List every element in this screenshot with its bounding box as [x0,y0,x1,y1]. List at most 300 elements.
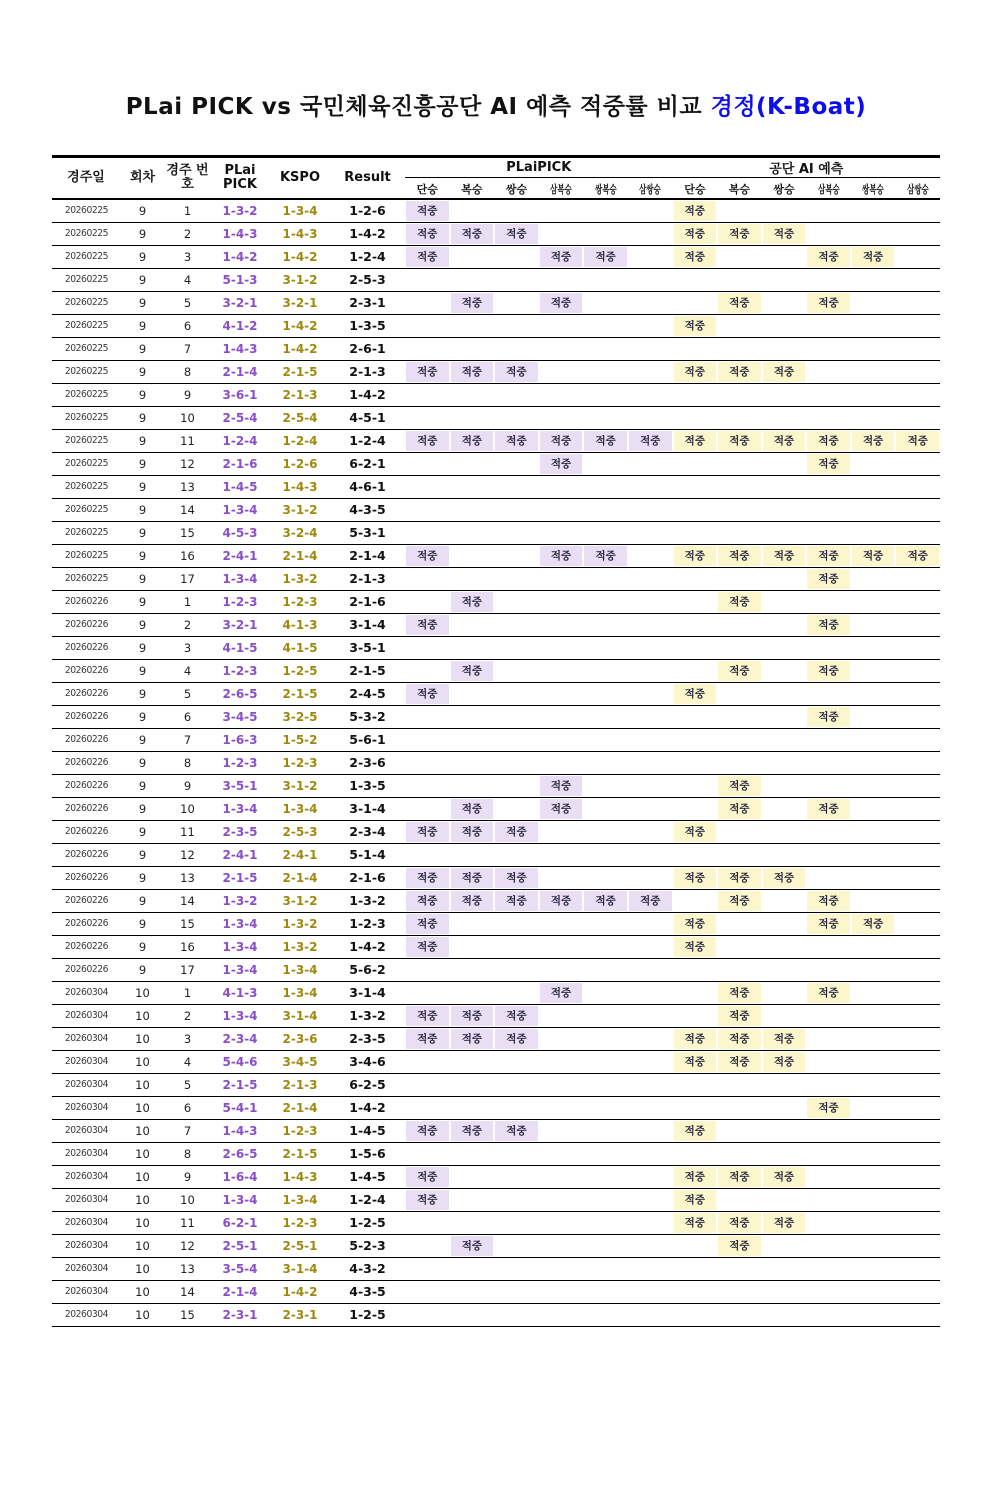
kspo-hit-cell-쌍복승 [851,199,896,223]
kspo-hit-cell-쌍복승 [851,1257,896,1280]
race-no-cell: 4 [183,663,192,678]
plai-hit-cell-삼쌍승 [628,1234,673,1257]
table-row [52,935,940,958]
plai-hit-cell-쌍복승 [583,567,628,590]
plai-hit-cell-복승 [450,590,495,613]
race-no-cell: 11 [180,1215,195,1230]
hit-badge: 적중 [406,891,449,911]
plai-pick-cell: 1-4-3 [222,226,258,241]
plai-hit-cell-단승 [405,774,450,797]
plai-hit-cell-복승 [450,820,495,843]
kspo-hit-cell-삼복승 [806,1142,851,1165]
kspo-hit-cell-복승 [717,360,762,383]
plai-pick-cell: 2-4-1 [222,847,258,862]
kspo-hit-cell-쌍복승 [851,1027,896,1050]
plai-hit-cell-삼복승 [539,728,584,751]
plai-hit-cell-삼복승 [539,1257,584,1280]
hit-badge: 적중 [896,546,939,566]
round-cell: 9 [138,548,147,563]
plai-hit-cell-쌍승 [494,912,539,935]
result-cell: 2-1-6 [349,594,386,609]
kspo-hit-cell-쌍복승 [851,245,896,268]
plai-hit-cell-단승 [405,1050,450,1073]
kspo-pick-cell: 2-1-4 [282,548,318,563]
table-row [52,774,940,797]
hit-badge: 적중 [495,1121,538,1141]
plai-pick-cell: 1-3-4 [222,962,258,977]
hit-badge: 적중 [718,799,761,819]
kspo-hit-cell-삼복승 [806,1303,851,1326]
race-date-cell: 20260225 [64,205,108,216]
plai-pick-cell: 3-5-1 [222,778,258,793]
kspo-hit-cell-삼복승 [806,751,851,774]
kspo-hit-cell-단승 [673,1027,718,1050]
plai-hit-cell-단승 [405,199,450,223]
result-cell: 4-3-2 [349,1261,386,1276]
table-row [52,751,940,774]
kspo-hit-cell-삼복승 [806,820,851,843]
kspo-hit-cell-단승 [673,981,718,1004]
kspo-hit-cell-쌍승 [762,222,807,245]
plai-hit-cell-삼쌍승 [628,728,673,751]
kspo-hit-cell-삼복승 [806,1257,851,1280]
plai-hit-cell-단승 [405,613,450,636]
result-cell: 5-6-2 [349,962,386,977]
race-no-cell: 1 [183,594,192,609]
kspo-hit-cell-삼복승 [806,774,851,797]
plai-pick-cell: 4-1-2 [222,318,258,333]
race-no-cell: 13 [180,479,195,494]
kspo-hit-cell-복승 [717,222,762,245]
hit-badge: 적중 [763,1029,806,1049]
bet-type-header-kspo-ai: 단승 [673,178,718,199]
plai-hit-cell-삼복승 [539,636,584,659]
kspo-hit-cell-복승 [717,521,762,544]
hit-badge: 적중 [807,247,850,267]
kspo-hit-cell-삼복승 [806,889,851,912]
result-cell: 3-1-4 [349,617,386,632]
kspo-hit-cell-삼쌍승 [895,1211,940,1234]
kspo-hit-cell-복승 [717,774,762,797]
kspo-hit-cell-쌍복승 [851,751,896,774]
kspo-hit-cell-복승 [717,889,762,912]
kspo-hit-cell-쌍승 [762,1303,807,1326]
hit-badge: 적중 [674,1213,717,1233]
kspo-hit-cell-복승 [717,1142,762,1165]
plai-hit-cell-쌍복승 [583,1303,628,1326]
hit-badge: 적중 [807,707,850,727]
kspo-hit-cell-복승 [717,958,762,981]
kspo-hit-cell-쌍승 [762,429,807,452]
result-cell: 2-3-4 [349,824,386,839]
hit-badge: 적중 [406,822,449,842]
plai-hit-cell-삼쌍승 [628,774,673,797]
plai-hit-cell-쌍복승 [583,383,628,406]
table-row [52,314,940,337]
plai-hit-cell-쌍승 [494,1165,539,1188]
plai-hit-cell-복승 [450,981,495,1004]
hit-badge: 적중 [718,1167,761,1187]
plai-hit-cell-삼복승 [539,1119,584,1142]
round-cell: 9 [138,387,147,402]
kspo-hit-cell-쌍승 [762,820,807,843]
plai-hit-cell-단승 [405,958,450,981]
plai-hit-cell-쌍복승 [583,1211,628,1234]
plai-hit-cell-쌍승 [494,613,539,636]
kspo-hit-cell-단승 [673,1119,718,1142]
plai-hit-cell-쌍승 [494,1211,539,1234]
plai-pick-cell: 1-3-4 [222,502,258,517]
result-cell: 5-1-4 [349,847,386,862]
hit-badge: 적중 [451,1121,494,1141]
plai-hit-cell-쌍복승 [583,935,628,958]
kspo-hit-cell-쌍승 [762,751,807,774]
kspo-pick-cell: 3-1-2 [282,502,318,517]
result-cell: 5-3-1 [349,525,386,540]
plai-hit-cell-삼복승 [539,820,584,843]
kspo-pick-cell: 1-3-4 [282,801,318,816]
kspo-pick-cell: 1-2-4 [282,433,318,448]
hit-badge: 적중 [451,891,494,911]
plai-hit-cell-쌍승 [494,797,539,820]
plai-hit-cell-삼복승 [539,521,584,544]
kspo-pick-cell: 2-1-3 [282,1077,318,1092]
table-row [52,590,940,613]
plai-pick-cell: 2-1-4 [222,1284,258,1299]
plai-hit-cell-단승 [405,452,450,475]
kspo-hit-cell-삼복승 [806,613,851,636]
round-cell: 10 [135,1123,150,1138]
table-row [52,820,940,843]
kspo-hit-cell-단승 [673,199,718,223]
hit-badge: 적중 [674,1167,717,1187]
table-row [52,291,940,314]
kspo-hit-cell-삼복승 [806,521,851,544]
race-no-cell: 15 [180,1307,195,1322]
bet-type-header-plaipick: 복승 [450,178,495,199]
plai-hit-cell-복승 [450,1234,495,1257]
plai-hit-cell-쌍승 [494,659,539,682]
race-date-cell: 20260225 [64,435,108,446]
kspo-hit-cell-삼쌍승 [895,360,940,383]
plai-hit-cell-삼복승 [539,659,584,682]
race-no-cell: 5 [183,686,192,701]
plai-hit-cell-쌍복승 [583,337,628,360]
plai-hit-cell-삼쌍승 [628,567,673,590]
plai-hit-cell-삼복승 [539,222,584,245]
kspo-hit-cell-삼쌍승 [895,613,940,636]
kspo-hit-cell-복승 [717,820,762,843]
plai-hit-cell-복승 [450,1257,495,1280]
header-kspo: KSPO [270,157,330,199]
kspo-hit-cell-삼쌍승 [895,498,940,521]
kspo-hit-cell-단승 [673,590,718,613]
plai-hit-cell-삼복승 [539,590,584,613]
plai-hit-cell-삼쌍승 [628,521,673,544]
kspo-hit-cell-단승 [673,935,718,958]
plai-hit-cell-쌍승 [494,636,539,659]
plai-hit-cell-단승 [405,889,450,912]
round-cell: 9 [138,525,147,540]
race-date-cell: 20260304 [64,1010,108,1021]
race-date-cell: 20260304 [64,1056,108,1067]
kspo-hit-cell-단승 [673,1096,718,1119]
plai-hit-cell-쌍승 [494,245,539,268]
kspo-hit-cell-복승 [717,544,762,567]
kspo-pick-cell: 1-2-5 [282,663,318,678]
round-cell: 9 [138,456,147,471]
plai-hit-cell-삼복승 [539,866,584,889]
kspo-hit-cell-삼복승 [806,1004,851,1027]
hit-badge: 적중 [718,891,761,911]
plai-hit-cell-삼쌍승 [628,1165,673,1188]
plai-pick-cell: 6-2-1 [222,1215,258,1230]
race-date-cell: 20260225 [64,297,108,308]
plai-hit-cell-복승 [450,406,495,429]
kspo-hit-cell-쌍복승 [851,705,896,728]
result-cell: 2-1-3 [349,571,386,586]
kspo-hit-cell-삼쌍승 [895,291,940,314]
hit-badge: 적중 [451,868,494,888]
race-no-cell: 2 [183,1008,192,1023]
plai-hit-cell-쌍승 [494,1073,539,1096]
kspo-hit-cell-복승 [717,935,762,958]
kspo-hit-cell-단승 [673,866,718,889]
plai-pick-cell: 2-6-5 [222,1146,258,1161]
round-cell: 9 [138,571,147,586]
race-no-cell: 6 [183,709,192,724]
plai-hit-cell-쌍복승 [583,590,628,613]
bet-type-header-kspo-ai: 복승 [717,178,762,199]
plai-hit-cell-쌍복승 [583,544,628,567]
race-no-cell: 14 [180,502,195,517]
plai-pick-cell: 1-2-3 [222,755,258,770]
race-date-cell: 20260304 [64,1309,108,1320]
hit-badge: 적중 [896,431,939,451]
kspo-hit-cell-삼복승 [806,636,851,659]
plai-hit-cell-삼쌍승 [628,360,673,383]
hit-badge: 적중 [406,1121,449,1141]
plai-hit-cell-쌍복승 [583,199,628,223]
hit-badge: 적중 [807,431,850,451]
plai-hit-cell-단승 [405,935,450,958]
plai-hit-cell-쌍복승 [583,1280,628,1303]
hit-badge: 적중 [807,1098,850,1118]
plai-hit-cell-쌍승 [494,429,539,452]
plai-hit-cell-삼복승 [539,498,584,521]
plai-hit-cell-쌍복승 [583,521,628,544]
kspo-hit-cell-쌍복승 [851,797,896,820]
plai-pick-cell: 1-3-2 [222,893,258,908]
hit-badge: 적중 [540,983,583,1003]
round-cell: 9 [138,226,147,241]
plai-hit-cell-단승 [405,544,450,567]
plai-hit-cell-쌍복승 [583,1165,628,1188]
plai-hit-cell-삼복승 [539,1004,584,1027]
kspo-hit-cell-삼복승 [806,705,851,728]
plai-pick-cell: 2-1-4 [222,364,258,379]
kspo-hit-cell-삼쌍승 [895,1073,940,1096]
result-cell: 5-2-3 [349,1238,386,1253]
plai-hit-cell-복승 [450,199,495,223]
kspo-hit-cell-삼복승 [806,360,851,383]
kspo-hit-cell-삼복승 [806,544,851,567]
round-cell: 9 [138,916,147,931]
bet-type-header-plaipick: 쌍승 [494,178,539,199]
header-race-no: 경주 번호 [165,157,210,199]
kspo-pick-cell: 3-1-2 [282,893,318,908]
kspo-hit-cell-쌍승 [762,797,807,820]
round-cell: 9 [138,479,147,494]
race-date-cell: 20260226 [64,918,108,929]
hit-badge: 적중 [807,983,850,1003]
kspo-hit-cell-복승 [717,429,762,452]
kspo-pick-cell: 4-1-3 [282,617,318,632]
hit-badge: 적중 [540,247,583,267]
hit-badge: 적중 [718,546,761,566]
plai-pick-cell: 1-2-3 [222,594,258,609]
round-cell: 9 [138,824,147,839]
plai-hit-cell-복승 [450,843,495,866]
hit-badge: 적중 [451,822,494,842]
plai-pick-cell: 3-2-1 [222,295,258,310]
plai-hit-cell-삼쌍승 [628,337,673,360]
result-cell: 1-2-5 [349,1307,386,1322]
round-cell: 9 [138,893,147,908]
plai-hit-cell-삼복승 [539,406,584,429]
race-no-cell: 8 [183,755,192,770]
plai-hit-cell-복승 [450,797,495,820]
table-row [52,429,940,452]
race-no-cell: 12 [180,456,195,471]
kspo-pick-cell: 2-4-1 [282,847,318,862]
plai-hit-cell-복승 [450,567,495,590]
kspo-hit-cell-삼쌍승 [895,1303,940,1326]
race-no-cell: 16 [180,548,195,563]
race-no-cell: 9 [183,387,192,402]
kspo-hit-cell-삼복승 [806,429,851,452]
kspo-hit-cell-쌍복승 [851,935,896,958]
result-cell: 1-3-2 [349,893,386,908]
kspo-hit-cell-쌍승 [762,314,807,337]
kspo-hit-cell-단승 [673,521,718,544]
kspo-hit-cell-복승 [717,1050,762,1073]
plai-hit-cell-쌍복승 [583,889,628,912]
plai-hit-cell-삼쌍승 [628,682,673,705]
hit-badge: 적중 [674,224,717,244]
plai-pick-cell: 5-4-6 [222,1054,258,1069]
kspo-hit-cell-삼쌍승 [895,1188,940,1211]
plai-hit-cell-삼쌍승 [628,866,673,889]
result-cell: 2-1-6 [349,870,386,885]
kspo-hit-cell-쌍복승 [851,866,896,889]
plai-hit-cell-삼복승 [539,1211,584,1234]
plai-hit-cell-쌍승 [494,682,539,705]
plai-hit-cell-삼복승 [539,843,584,866]
round-cell: 10 [135,1307,150,1322]
kspo-hit-cell-삼복승 [806,1050,851,1073]
result-cell: 1-2-3 [349,916,386,931]
hit-badge: 적중 [540,891,583,911]
kspo-hit-cell-쌍승 [762,199,807,223]
kspo-hit-cell-쌍승 [762,774,807,797]
plai-hit-cell-복승 [450,383,495,406]
kspo-hit-cell-쌍복승 [851,728,896,751]
plai-pick-cell: 1-3-4 [222,916,258,931]
race-no-cell: 3 [183,1031,192,1046]
plai-hit-cell-삼복승 [539,1142,584,1165]
round-cell: 10 [135,1261,150,1276]
kspo-pick-cell: 1-4-2 [282,318,318,333]
hit-badge: 적중 [674,546,717,566]
plai-hit-cell-쌍복승 [583,498,628,521]
plai-hit-cell-쌍복승 [583,613,628,636]
kspo-hit-cell-삼쌍승 [895,245,940,268]
race-date-cell: 20260225 [64,274,108,285]
kspo-hit-cell-삼쌍승 [895,268,940,291]
hit-badge: 적중 [674,914,717,934]
hit-badge: 적중 [674,937,717,957]
plai-hit-cell-쌍복승 [583,1096,628,1119]
plai-hit-cell-단승 [405,1165,450,1188]
table-row [52,452,940,475]
race-no-cell: 10 [180,1192,195,1207]
hit-badge: 적중 [540,546,583,566]
kspo-hit-cell-쌍승 [762,567,807,590]
table-row [52,981,940,1004]
hit-badge: 적중 [406,431,449,451]
kspo-hit-cell-쌍복승 [851,1119,896,1142]
kspo-hit-cell-쌍승 [762,337,807,360]
result-cell: 2-5-3 [349,272,386,287]
race-date-cell: 20260225 [64,550,108,561]
kspo-pick-cell: 1-3-2 [282,939,318,954]
hit-badge: 적중 [852,914,895,934]
kspo-hit-cell-삼쌍승 [895,636,940,659]
plai-hit-cell-쌍승 [494,1303,539,1326]
plai-hit-cell-쌍복승 [583,682,628,705]
kspo-hit-cell-쌍승 [762,1165,807,1188]
kspo-hit-cell-쌍복승 [851,981,896,1004]
hit-badge: 적중 [807,661,850,681]
plai-hit-cell-단승 [405,659,450,682]
plai-hit-cell-삼쌍승 [628,1050,673,1073]
kspo-hit-cell-삼쌍승 [895,222,940,245]
kspo-hit-cell-복승 [717,406,762,429]
kspo-hit-cell-복승 [717,291,762,314]
round-cell: 9 [138,594,147,609]
race-date-cell: 20260225 [64,228,108,239]
hit-badge: 적중 [406,1006,449,1026]
hit-badge: 적중 [451,1029,494,1049]
plai-hit-cell-복승 [450,360,495,383]
kspo-hit-cell-단승 [673,1142,718,1165]
bet-type-header-plaipick: 단승 [405,178,450,199]
plai-hit-cell-단승 [405,751,450,774]
race-no-cell: 2 [183,226,192,241]
kspo-hit-cell-쌍복승 [851,889,896,912]
plai-pick-cell: 3-6-1 [222,387,258,402]
plai-hit-cell-단승 [405,567,450,590]
plai-hit-cell-쌍승 [494,475,539,498]
result-cell: 4-6-1 [349,479,386,494]
kspo-hit-cell-단승 [673,636,718,659]
kspo-hit-cell-쌍승 [762,544,807,567]
table-row [52,1142,940,1165]
plai-hit-cell-단승 [405,1234,450,1257]
kspo-hit-cell-쌍복승 [851,268,896,291]
plai-hit-cell-복승 [450,222,495,245]
